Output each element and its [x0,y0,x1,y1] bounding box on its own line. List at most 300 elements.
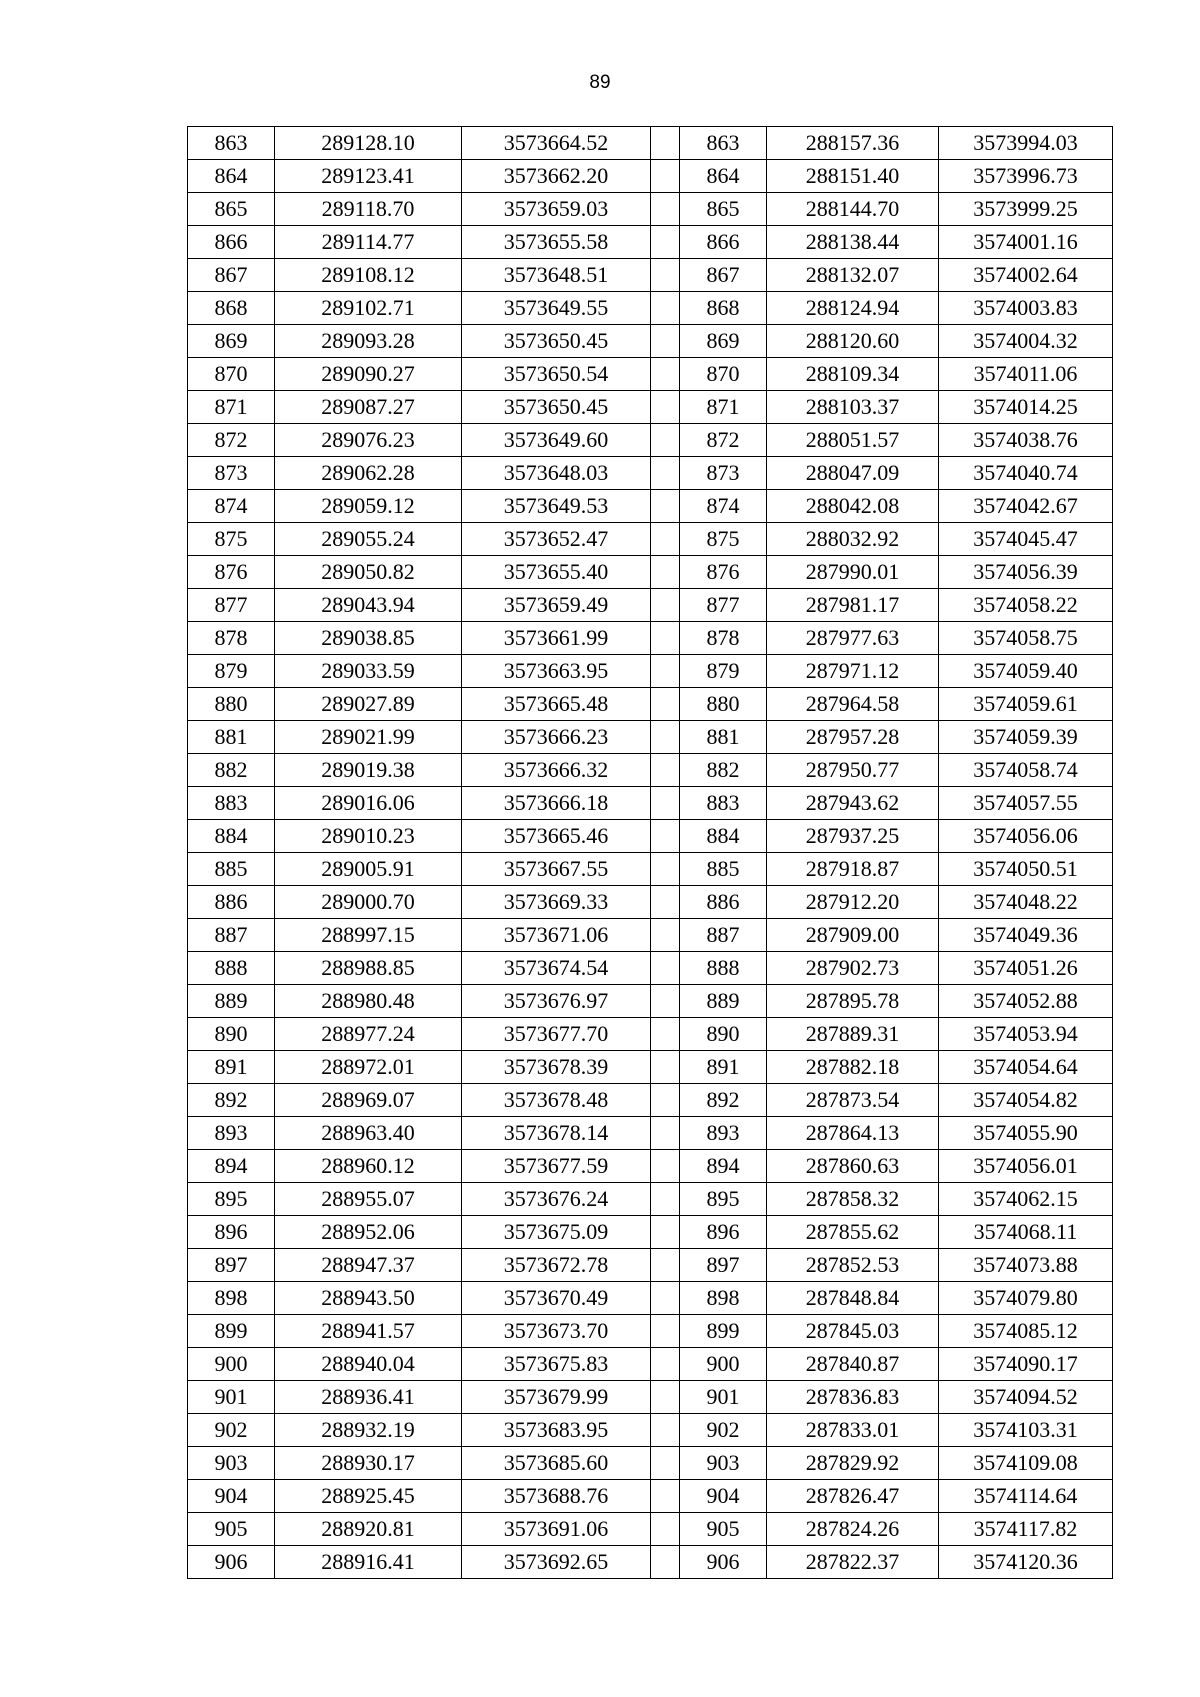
left-y-coordinate-cell: 3573649.60 [462,424,651,457]
left-x-coordinate-cell: 288947.37 [275,1249,462,1282]
left-point-id-cell: 879 [188,655,275,688]
left-point-id-cell: 890 [188,1018,275,1051]
table-row [188,1447,1113,1480]
right-y-coordinate-cell: 3574056.01 [939,1150,1113,1183]
table-row [188,985,1113,1018]
left-x-coordinate-cell: 289059.12 [275,490,462,523]
left-x-coordinate-cell: 289016.06 [275,787,462,820]
right-point-id-cell: 905 [680,1513,767,1546]
left-point-id-cell: 880 [188,688,275,721]
table-row [188,358,1113,391]
right-y-coordinate-cell: 3574014.25 [939,391,1113,424]
right-y-coordinate-cell: 3574056.06 [939,820,1113,853]
left-y-coordinate-cell: 3573692.65 [462,1546,651,1579]
right-point-id-cell: 886 [680,886,767,919]
right-x-coordinate-cell: 288103.37 [767,391,939,424]
separator-cell [651,787,680,820]
left-x-coordinate-cell: 288952.06 [275,1216,462,1249]
left-x-coordinate-cell: 289123.41 [275,160,462,193]
left-y-coordinate-cell: 3573688.76 [462,1480,651,1513]
left-x-coordinate-cell: 288960.12 [275,1150,462,1183]
table-row [188,523,1113,556]
right-point-id-cell: 891 [680,1051,767,1084]
right-point-id-cell: 873 [680,457,767,490]
separator-cell [651,424,680,457]
separator-cell [651,1414,680,1447]
separator-cell [651,655,680,688]
right-point-id-cell: 893 [680,1117,767,1150]
left-x-coordinate-cell: 288916.41 [275,1546,462,1579]
right-point-id-cell: 892 [680,1084,767,1117]
left-y-coordinate-cell: 3573655.58 [462,226,651,259]
left-point-id-cell: 900 [188,1348,275,1381]
left-point-id-cell: 889 [188,985,275,1018]
right-x-coordinate-cell: 287833.01 [767,1414,939,1447]
right-x-coordinate-cell: 288042.08 [767,490,939,523]
table-row [188,1546,1113,1579]
left-x-coordinate-cell: 288969.07 [275,1084,462,1117]
left-y-coordinate-cell: 3573679.99 [462,1381,651,1414]
right-point-id-cell: 898 [680,1282,767,1315]
separator-cell [651,985,680,1018]
table-row [188,853,1113,886]
right-point-id-cell: 902 [680,1414,767,1447]
right-y-coordinate-cell: 3574045.47 [939,523,1113,556]
left-y-coordinate-cell: 3573648.51 [462,259,651,292]
left-x-coordinate-cell: 288920.81 [275,1513,462,1546]
table-row [188,1414,1113,1447]
left-y-coordinate-cell: 3573655.40 [462,556,651,589]
right-point-id-cell: 888 [680,952,767,985]
right-y-coordinate-cell: 3574040.74 [939,457,1113,490]
left-point-id-cell: 885 [188,853,275,886]
right-y-coordinate-cell: 3574054.82 [939,1084,1113,1117]
left-point-id-cell: 902 [188,1414,275,1447]
right-point-id-cell: 863 [680,127,767,160]
right-point-id-cell: 871 [680,391,767,424]
left-x-coordinate-cell: 288936.41 [275,1381,462,1414]
right-x-coordinate-cell: 287826.47 [767,1480,939,1513]
separator-cell [651,820,680,853]
right-point-id-cell: 867 [680,259,767,292]
right-point-id-cell: 881 [680,721,767,754]
left-y-coordinate-cell: 3573683.95 [462,1414,651,1447]
right-x-coordinate-cell: 287957.28 [767,721,939,754]
right-point-id-cell: 895 [680,1183,767,1216]
left-y-coordinate-cell: 3573677.59 [462,1150,651,1183]
left-point-id-cell: 896 [188,1216,275,1249]
right-y-coordinate-cell: 3574090.17 [939,1348,1113,1381]
separator-cell [651,886,680,919]
separator-cell [651,1150,680,1183]
left-point-id-cell: 894 [188,1150,275,1183]
right-point-id-cell: 889 [680,985,767,1018]
left-point-id-cell: 886 [188,886,275,919]
right-y-coordinate-cell: 3574079.80 [939,1282,1113,1315]
coordinates-table [187,126,1113,1579]
table-row [188,1282,1113,1315]
right-point-id-cell: 866 [680,226,767,259]
right-point-id-cell: 894 [680,1150,767,1183]
right-x-coordinate-cell: 288109.34 [767,358,939,391]
table-row [188,556,1113,589]
left-x-coordinate-cell: 288972.01 [275,1051,462,1084]
right-point-id-cell: 868 [680,292,767,325]
left-x-coordinate-cell: 289128.10 [275,127,462,160]
table-row [188,490,1113,523]
right-x-coordinate-cell: 287848.84 [767,1282,939,1315]
right-y-coordinate-cell: 3574049.36 [939,919,1113,952]
right-x-coordinate-cell: 287824.26 [767,1513,939,1546]
table-row [188,886,1113,919]
left-point-id-cell: 881 [188,721,275,754]
separator-cell [651,127,680,160]
right-x-coordinate-cell: 287950.77 [767,754,939,787]
right-x-coordinate-cell: 287836.83 [767,1381,939,1414]
separator-cell [651,1480,680,1513]
left-point-id-cell: 867 [188,259,275,292]
left-x-coordinate-cell: 288997.15 [275,919,462,952]
left-point-id-cell: 891 [188,1051,275,1084]
separator-cell [651,952,680,985]
right-x-coordinate-cell: 288132.07 [767,259,939,292]
right-y-coordinate-cell: 3574120.36 [939,1546,1113,1579]
right-x-coordinate-cell: 287977.63 [767,622,939,655]
right-x-coordinate-cell: 287852.53 [767,1249,939,1282]
right-point-id-cell: 904 [680,1480,767,1513]
table-row [188,655,1113,688]
separator-cell [651,226,680,259]
left-x-coordinate-cell: 288940.04 [275,1348,462,1381]
left-y-coordinate-cell: 3573662.20 [462,160,651,193]
right-y-coordinate-cell: 3574011.06 [939,358,1113,391]
left-y-coordinate-cell: 3573659.03 [462,193,651,226]
right-x-coordinate-cell: 287990.01 [767,556,939,589]
separator-cell [651,1513,680,1546]
right-y-coordinate-cell: 3574001.16 [939,226,1113,259]
left-point-id-cell: 869 [188,325,275,358]
separator-cell [651,160,680,193]
left-x-coordinate-cell: 288943.50 [275,1282,462,1315]
right-y-coordinate-cell: 3574068.11 [939,1216,1113,1249]
table-row [188,1051,1113,1084]
left-x-coordinate-cell: 289005.91 [275,853,462,886]
left-y-coordinate-cell: 3573649.53 [462,490,651,523]
separator-cell [651,754,680,787]
table-row [188,160,1113,193]
left-point-id-cell: 864 [188,160,275,193]
table-row [188,292,1113,325]
right-x-coordinate-cell: 288144.70 [767,193,939,226]
right-point-id-cell: 879 [680,655,767,688]
separator-cell [651,292,680,325]
right-y-coordinate-cell: 3574059.39 [939,721,1113,754]
right-x-coordinate-cell: 287943.62 [767,787,939,820]
left-point-id-cell: 883 [188,787,275,820]
right-y-coordinate-cell: 3574042.67 [939,490,1113,523]
left-x-coordinate-cell: 288941.57 [275,1315,462,1348]
right-point-id-cell: 899 [680,1315,767,1348]
right-y-coordinate-cell: 3574059.40 [939,655,1113,688]
table-row [188,589,1113,622]
right-x-coordinate-cell: 287964.58 [767,688,939,721]
right-x-coordinate-cell: 287918.87 [767,853,939,886]
table-row [188,820,1113,853]
separator-cell [651,358,680,391]
left-point-id-cell: 877 [188,589,275,622]
right-x-coordinate-cell: 287882.18 [767,1051,939,1084]
table-row [188,1249,1113,1282]
right-y-coordinate-cell: 3574048.22 [939,886,1113,919]
left-y-coordinate-cell: 3573665.46 [462,820,651,853]
right-y-coordinate-cell: 3574059.61 [939,688,1113,721]
table-row [188,226,1113,259]
left-y-coordinate-cell: 3573659.49 [462,589,651,622]
left-x-coordinate-cell: 289108.12 [275,259,462,292]
right-x-coordinate-cell: 287855.62 [767,1216,939,1249]
separator-cell [651,523,680,556]
left-x-coordinate-cell: 289102.71 [275,292,462,325]
left-point-id-cell: 871 [188,391,275,424]
left-y-coordinate-cell: 3573675.83 [462,1348,651,1381]
separator-cell [651,457,680,490]
left-x-coordinate-cell: 288955.07 [275,1183,462,1216]
right-x-coordinate-cell: 287912.20 [767,886,939,919]
left-x-coordinate-cell: 288932.19 [275,1414,462,1447]
left-x-coordinate-cell: 289043.94 [275,589,462,622]
right-y-coordinate-cell: 3574050.51 [939,853,1113,886]
right-y-coordinate-cell: 3574114.64 [939,1480,1113,1513]
table-row [188,1216,1113,1249]
left-x-coordinate-cell: 288963.40 [275,1117,462,1150]
right-point-id-cell: 872 [680,424,767,457]
separator-cell [651,325,680,358]
left-y-coordinate-cell: 3573675.09 [462,1216,651,1249]
right-y-coordinate-cell: 3574038.76 [939,424,1113,457]
right-point-id-cell: 865 [680,193,767,226]
left-x-coordinate-cell: 289019.38 [275,754,462,787]
separator-cell [651,1348,680,1381]
left-x-coordinate-cell: 289118.70 [275,193,462,226]
page-number: 89 [589,72,611,93]
left-y-coordinate-cell: 3573667.55 [462,853,651,886]
left-point-id-cell: 878 [188,622,275,655]
left-point-id-cell: 906 [188,1546,275,1579]
right-x-coordinate-cell: 288151.40 [767,160,939,193]
right-x-coordinate-cell: 287889.31 [767,1018,939,1051]
right-y-coordinate-cell: 3574117.82 [939,1513,1113,1546]
separator-cell [651,919,680,952]
left-point-id-cell: 884 [188,820,275,853]
right-point-id-cell: 901 [680,1381,767,1414]
table-row [188,193,1113,226]
right-point-id-cell: 877 [680,589,767,622]
left-point-id-cell: 901 [188,1381,275,1414]
right-y-coordinate-cell: 3574055.90 [939,1117,1113,1150]
right-y-coordinate-cell: 3573994.03 [939,127,1113,160]
right-x-coordinate-cell: 287909.00 [767,919,939,952]
right-y-coordinate-cell: 3573996.73 [939,160,1113,193]
table-row [188,457,1113,490]
left-x-coordinate-cell: 289087.27 [275,391,462,424]
left-point-id-cell: 874 [188,490,275,523]
table-row [188,1381,1113,1414]
right-point-id-cell: 864 [680,160,767,193]
left-point-id-cell: 873 [188,457,275,490]
left-y-coordinate-cell: 3573666.23 [462,721,651,754]
left-x-coordinate-cell: 288977.24 [275,1018,462,1051]
left-x-coordinate-cell: 289033.59 [275,655,462,688]
left-x-coordinate-cell: 288930.17 [275,1447,462,1480]
left-point-id-cell: 903 [188,1447,275,1480]
right-point-id-cell: 900 [680,1348,767,1381]
right-x-coordinate-cell: 288120.60 [767,325,939,358]
right-x-coordinate-cell: 287845.03 [767,1315,939,1348]
separator-cell [651,391,680,424]
right-point-id-cell: 897 [680,1249,767,1282]
left-point-id-cell: 888 [188,952,275,985]
right-x-coordinate-cell: 288047.09 [767,457,939,490]
separator-cell [651,1051,680,1084]
left-y-coordinate-cell: 3573652.47 [462,523,651,556]
right-y-coordinate-cell: 3574054.64 [939,1051,1113,1084]
table-row [188,1018,1113,1051]
right-y-coordinate-cell: 3574002.64 [939,259,1113,292]
separator-cell [651,1183,680,1216]
table-row [188,1183,1113,1216]
left-point-id-cell: 872 [188,424,275,457]
left-point-id-cell: 904 [188,1480,275,1513]
right-x-coordinate-cell: 287937.25 [767,820,939,853]
table-row [188,688,1113,721]
separator-cell [651,556,680,589]
right-x-coordinate-cell: 287902.73 [767,952,939,985]
left-x-coordinate-cell: 289050.82 [275,556,462,589]
coordinates-table-body [188,127,1113,1579]
right-y-coordinate-cell: 3574003.83 [939,292,1113,325]
left-y-coordinate-cell: 3573685.60 [462,1447,651,1480]
right-y-coordinate-cell: 3574062.15 [939,1183,1113,1216]
left-y-coordinate-cell: 3573661.99 [462,622,651,655]
right-y-coordinate-cell: 3574103.31 [939,1414,1113,1447]
left-y-coordinate-cell: 3573650.54 [462,358,651,391]
right-point-id-cell: 903 [680,1447,767,1480]
separator-cell [651,1216,680,1249]
table-row [188,1348,1113,1381]
left-x-coordinate-cell: 288988.85 [275,952,462,985]
right-x-coordinate-cell: 287895.78 [767,985,939,1018]
left-point-id-cell: 866 [188,226,275,259]
separator-cell [651,1546,680,1579]
left-y-coordinate-cell: 3573670.49 [462,1282,651,1315]
right-point-id-cell: 878 [680,622,767,655]
left-point-id-cell: 898 [188,1282,275,1315]
table-row [188,1480,1113,1513]
right-x-coordinate-cell: 287864.13 [767,1117,939,1150]
right-x-coordinate-cell: 288032.92 [767,523,939,556]
left-point-id-cell: 876 [188,556,275,589]
left-x-coordinate-cell: 289038.85 [275,622,462,655]
left-point-id-cell: 875 [188,523,275,556]
right-x-coordinate-cell: 287860.63 [767,1150,939,1183]
left-y-coordinate-cell: 3573663.95 [462,655,651,688]
left-y-coordinate-cell: 3573664.52 [462,127,651,160]
left-x-coordinate-cell: 289000.70 [275,886,462,919]
left-x-coordinate-cell: 289021.99 [275,721,462,754]
separator-cell [651,1315,680,1348]
right-x-coordinate-cell: 287971.12 [767,655,939,688]
left-x-coordinate-cell: 289076.23 [275,424,462,457]
right-x-coordinate-cell: 288051.57 [767,424,939,457]
left-y-coordinate-cell: 3573691.06 [462,1513,651,1546]
right-point-id-cell: 880 [680,688,767,721]
table-row [188,1150,1113,1183]
right-x-coordinate-cell: 287981.17 [767,589,939,622]
table-row [188,754,1113,787]
right-point-id-cell: 870 [680,358,767,391]
left-y-coordinate-cell: 3573650.45 [462,391,651,424]
separator-cell [651,721,680,754]
left-y-coordinate-cell: 3573666.18 [462,787,651,820]
right-point-id-cell: 890 [680,1018,767,1051]
left-point-id-cell: 895 [188,1183,275,1216]
left-x-coordinate-cell: 289062.28 [275,457,462,490]
left-x-coordinate-cell: 289093.28 [275,325,462,358]
left-y-coordinate-cell: 3573648.03 [462,457,651,490]
right-point-id-cell: 883 [680,787,767,820]
left-y-coordinate-cell: 3573673.70 [462,1315,651,1348]
right-y-coordinate-cell: 3573999.25 [939,193,1113,226]
left-y-coordinate-cell: 3573669.33 [462,886,651,919]
separator-cell [651,1381,680,1414]
right-y-coordinate-cell: 3574053.94 [939,1018,1113,1051]
separator-cell [651,259,680,292]
separator-cell [651,490,680,523]
right-y-coordinate-cell: 3574058.74 [939,754,1113,787]
table-row [188,127,1113,160]
left-point-id-cell: 863 [188,127,275,160]
separator-cell [651,1084,680,1117]
right-point-id-cell: 876 [680,556,767,589]
right-point-id-cell: 887 [680,919,767,952]
separator-cell [651,193,680,226]
right-point-id-cell: 882 [680,754,767,787]
left-point-id-cell: 905 [188,1513,275,1546]
table-row [188,1084,1113,1117]
right-point-id-cell: 896 [680,1216,767,1249]
right-point-id-cell: 906 [680,1546,767,1579]
right-point-id-cell: 875 [680,523,767,556]
table-row [188,721,1113,754]
table-row [188,1117,1113,1150]
separator-cell [651,622,680,655]
right-point-id-cell: 885 [680,853,767,886]
left-y-coordinate-cell: 3573671.06 [462,919,651,952]
table-row [188,1315,1113,1348]
table-row [188,787,1113,820]
right-y-coordinate-cell: 3574057.55 [939,787,1113,820]
left-x-coordinate-cell: 289027.89 [275,688,462,721]
right-y-coordinate-cell: 3574058.75 [939,622,1113,655]
right-y-coordinate-cell: 3574058.22 [939,589,1113,622]
left-x-coordinate-cell: 288925.45 [275,1480,462,1513]
left-point-id-cell: 893 [188,1117,275,1150]
table-row [188,919,1113,952]
separator-cell [651,1447,680,1480]
left-y-coordinate-cell: 3573678.39 [462,1051,651,1084]
table-row [188,1513,1113,1546]
left-point-id-cell: 899 [188,1315,275,1348]
